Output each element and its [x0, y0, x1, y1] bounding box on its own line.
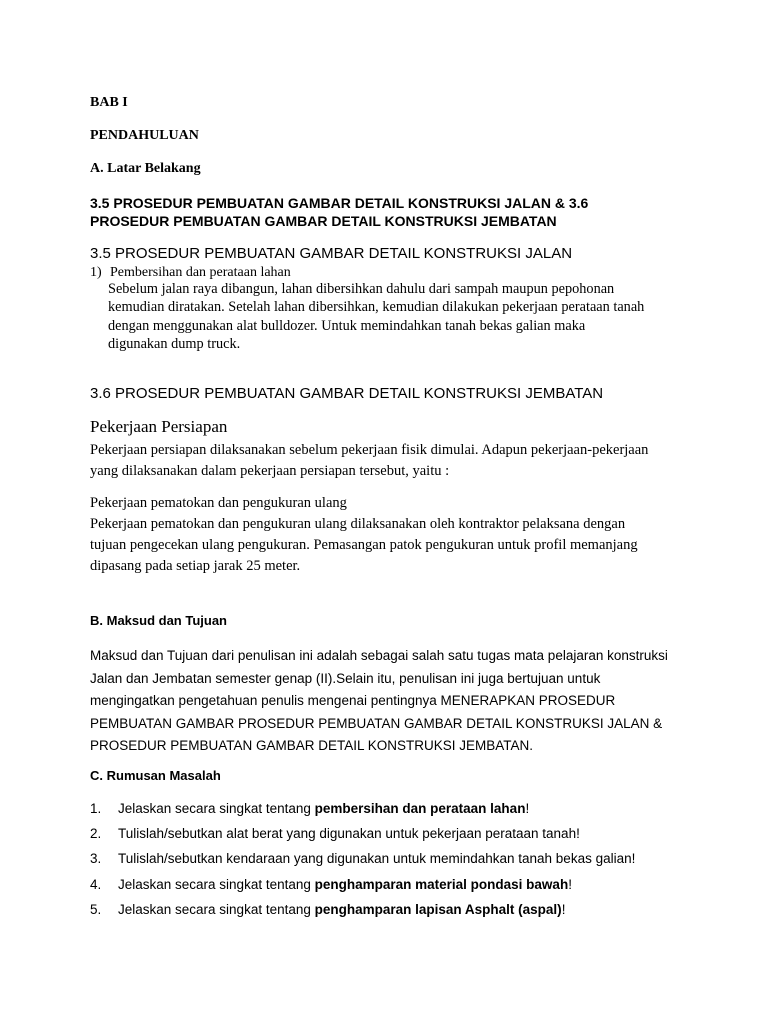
list-item-text: Jelaskan secara singkat tentang — [118, 876, 315, 892]
paragraph-line: dipasang pada setiap jarak 25 meter. — [90, 558, 301, 574]
paragraph-line: mengingatkan pengetahuan penulis mengenai pentingnya MENERAPKAN PROSEDUR — [90, 693, 616, 708]
sub35-title: 3.5 PROSEDUR PEMBUATAN GAMBAR DETAIL KONSTRUKSI JALAN — [90, 245, 573, 262]
list-item-number: 1. — [90, 801, 102, 816]
list-item-bold: penghamparan material pondasi bawah — [314, 876, 569, 892]
list-item-number: 3. — [90, 851, 102, 867]
paragraph-line: dengan menggunakan alat bulldozer. Untuk memindahkan tanah bekas galian maka — [108, 317, 586, 334]
paragraph-line: PROSEDUR PEMBUATAN GAMBAR DETAIL KONSTRUKSI JEMBATAN. — [90, 738, 534, 753]
list-item-number: 5. — [90, 901, 102, 917]
pematokan-paragraph — [90, 514, 638, 577]
sub35-item-title: Pembersihan dan perataan lahan — [110, 265, 291, 280]
sub36-title: 3.6 PROSEDUR PEMBUATAN GAMBAR DETAIL KONSTRUKSI JEMBATAN — [90, 385, 604, 402]
paragraph-line: Jalan dan Jembatan semester genap (II).Selain itu, penulisan ini juga bertujuan untuk — [90, 670, 601, 686]
section-b-title: B. Maksud dan Tujuan — [90, 613, 227, 628]
paragraph-line: Maksud dan Tujuan dari penulisan ini adalah sebagai salah satu tugas mata pelajaran konstruksi — [90, 648, 668, 663]
main-heading-line-2: PROSEDUR PEMBUATAN GAMBAR DETAIL KONSTRUKSI JEMBATAN — [90, 213, 557, 229]
paragraph-line: PEMBUATAN GAMBAR PROSEDUR PEMBUATAN GAMBAR DETAIL KONSTRUKSI JALAN & — [90, 715, 663, 731]
section-b-paragraph — [90, 645, 668, 758]
chapter-label: BAB I — [90, 95, 128, 110]
chapter-title: PENDAHULUAN — [90, 128, 199, 143]
paragraph-line: digunakan dump truck. — [108, 335, 241, 352]
section-c-title: C. Rumusan Masalah — [90, 768, 221, 783]
list-item-suffix: ! — [561, 901, 566, 917]
persiapan-paragraph — [90, 440, 648, 482]
list-item-text: Jelaskan secara singkat tentang — [118, 801, 315, 816]
sub35-item-paragraph — [108, 280, 644, 353]
paragraph-line: Pekerjaan persiapan dilaksanakan sebelum pekerjaan fisik dimulai. Adapun pekerjaan-pekerjaan — [90, 442, 649, 458]
list-item-suffix: ! — [525, 801, 530, 816]
pematokan-title: Pekerjaan pematokan dan pengukuran ulang — [90, 495, 347, 511]
list-item-text: Tulislah/sebutkan alat berat yang digunakan untuk pekerjaan perataan tanah! — [118, 826, 580, 842]
paragraph-line: yang dilaksanakan dalam pekerjaan persiapan tersebut, yaitu : — [90, 463, 450, 479]
list-item-number: 2. — [90, 826, 102, 842]
paragraph-line: tujuan pengecekan ulang pengukuran. Pemasangan patok pengukuran untuk profil memanjang — [90, 537, 638, 553]
sub35-item-number: 1) — [90, 265, 102, 280]
list-item-bold: pembersihan dan perataan lahan — [314, 801, 526, 816]
list-item-bold: penghamparan lapisan Asphalt (aspal) — [314, 901, 562, 917]
paragraph-line: kemudian diratakan. Setelah lahan dibersihkan, kemudian dilakukan pekerjaan perataan tanah — [108, 299, 645, 316]
list-item-text: Tulislah/sebutkan kendaraan yang digunakan untuk memindahkan tanah bekas galian! — [118, 851, 636, 867]
persiapan-heading: Pekerjaan Persiapan — [90, 417, 228, 436]
list-item-number: 4. — [90, 876, 102, 892]
section-a-title: A. Latar Belakang — [90, 161, 201, 176]
paragraph-line: Sebelum jalan raya dibangun, lahan dibersihkan dahulu dari sampah maupun pepohonan — [108, 281, 615, 297]
list-item-suffix: ! — [568, 876, 572, 892]
list-item-text: Jelaskan secara singkat tentang — [118, 901, 315, 917]
paragraph-line: Pekerjaan pematokan dan pengukuran ulang dilaksanakan oleh kontraktor pelaksana dengan — [90, 516, 626, 532]
main-heading-line-1: 3.5 PROSEDUR PEMBUATAN GAMBAR DETAIL KONSTRUKSI JALAN & 3.6 — [90, 195, 589, 211]
